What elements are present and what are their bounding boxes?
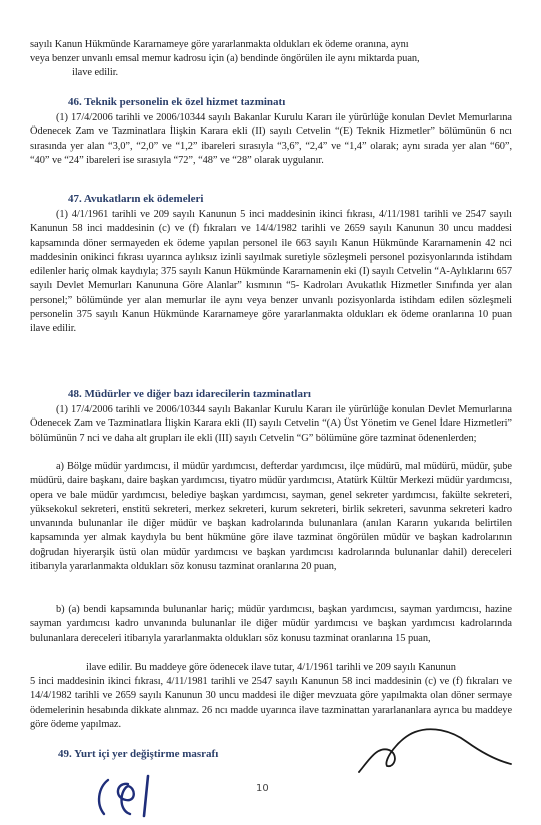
page-number: 10	[256, 783, 269, 794]
signature	[355, 720, 515, 780]
section-48-heading: 48. Müdürler ve diğer bazı idarecilerin tazminatları	[68, 388, 311, 400]
section-46-body: (1) 17/4/2006 tarihli ve 2006/10344 sayılı Bakanlar Kurulu Kararı ile yürürlüğe konulan Devlet Memurlarına Ödenecek Zam ve Tazminatlara İlişkin Karara ekli (II) sayılı Cetvelin “(E) Teknik Hizmetler” bölümünün 6 ncı sırasında yer alan “3,0”, “2,0” ve “1,2” ibareleri sırasıyla “3,6”, “2,4” ve “1,4” olarak; aynı sırada yer alan “60”, “40” ve “24” ibareleri ise sırasıyla “72”, “48” ve “28” olarak uygulanır.	[30, 112, 512, 166]
intro-line-1: sayılı Kanun Hükmünde Kararnameye göre yararlanmakta oldukları ek ödeme oranına, aynı	[30, 39, 409, 50]
handwritten-initials	[90, 770, 180, 820]
section-47-heading: 47. Avukatların ek ödemeleri	[68, 193, 204, 205]
section-48-item-a: a) Bölge müdür yardımcısı, il müdür yardımcısı, defterdar yardımcısı, ilçe müdürü, mal müdürü, müdür, şube müdürü, daire başkanı, daire başkan yardımcısı, tiyatro müdür yardımcısı, Atatürk Kültür Merkezi müdür yardımcısı, opera ve bale müdür yardımcısı, belediye başkan yardımcısı, sayman, genel sekreter yardımcısı, fakülte sekreteri, yüksekokul sekreteri, enstitü sekreteri, merkez sekreteri, kurum sekreteri, birlik sekreteri, savunma sekreteri kadro unvanında bulunanlar ile diğer müdür ve başkan kadrolarında bulunanlara (anılan Kararın yukarıda belirtilen kapsamında yer almak kaydıyla bu bent hükmüne göre ilave tazminat öngörülen müdür ve başkan kadrolarının doğrudan hiyerarşik üstü olan müdür yardımcısı ve başkan yardımcısı kadrolarında bulunanlar dahil) dereceleri itibarıyla yararlanmakta oldukları söz konusu tazminat oranlarına 20 puan,	[30, 461, 512, 573]
section-48-item-b: b) (a) bendi kapsamında bulunanlar hariç; müdür yardımcısı, başkan yardımcısı, sayman yardımcısı, hazine sayman yardımcısı kadro unvanında bulunanlar ile diğer müdür yardımcısı ve başkan yardımcısı kadrolarında bulunanlara dereceleri itibarıyla yararlanmakta oldukları söz konusu tazminat oranlarına 15 puan,	[30, 604, 512, 644]
section-49-heading: 49. Yurt içi yer değiştirme masrafı	[58, 748, 219, 760]
section-46-heading: 46. Teknik personelin ek özel hizmet tazminatı	[68, 96, 286, 108]
intro-line-2: veya benzer unvanlı emsal memur kadrosu için (a) bendinde öngörülen ile aynı miktarda puan,	[30, 53, 420, 64]
section-48-tail-first-line: ilave edilir. Bu maddeye göre ödenecek ilave tutar, 4/1/1961 tarihli ve 209 sayılı Kanunun	[86, 662, 456, 673]
section-48-tail: 5 inci maddesinin ikinci fıkrası, 4/11/1981 tarihli ve 2547 sayılı Kanunun 58 inci maddesinin (c) ve (f) fıkraları ve 14/4/1982 tarihli ve 2659 sayılı Kanunun 30 uncu maddesi ile diğer mevzuata göre yapılmakta olan döner sermaye ödemelerinin hesabında dikkate alınmaz. 26 ncı madde uyarınca ilave tazminattan yararlananlara ayrıca bu maddeye göre ödeme yapılmaz.	[30, 676, 512, 730]
section-48-body: (1) 17/4/2006 tarihli ve 2006/10344 sayılı Bakanlar Kurulu Kararı ile yürürlüğe konulan Devlet Memurlarına Ödenecek Zam ve Tazminatlara İlişkin Karara ekli (II) sayılı Cetvelin “(A) Üst Yönetim ve Genel İdare Hizmetleri” bölümünün 7 nci ve daha alt grupları ile ekli (III) sayılı Cetvelin “G” bölümüne göre tazminat ödenenlerden;	[30, 404, 512, 444]
intro-line-3: ilave edilir.	[72, 67, 119, 78]
section-47-body: (1) 4/1/1961 tarihli ve 209 sayılı Kanunun 5 inci maddesinin ikinci fıkrası, 4/11/1981 tarihli ve 2547 sayılı Kanunun 58 inci maddesinin (c) ve (f) fıkraları ve 14/4/1982 tarihli ve 2659 sayılı Kanunun 30 uncu maddesi kapsamında döner sermayeden ek ödeme yapılan personel ile 663 sayılı Kanun Hükmünde Kararnamenin 42 nci maddesinin onikinci fıkrası uyarınca aylıksız izinli sayılmak suretiyle sözleşmeli personel pozisyonlarında istihdam edilenler hariç olmak kaydıyla; 375 sayılı Kanun Hükmünde Kararnamenin eki (I) sayılı Cetvelin “A-Aylıklarını 657 sayılı Devlet Memurları Kanununa Göre Alanlar” kısmının “5- Kadroları Avukatlık Hizmetler Sınıfında yer alan personel;” bölümünde yer alan memurlar ile aynı veya benzer unvanlı pozisyonlarda istihdam edilen sözleşmeli personelin 375 sayılı Kanun Hükmünde Kararnameye göre yararlanmakta oldukları ek ödeme oranlarına 10 puan ilave edilir.	[30, 209, 512, 335]
